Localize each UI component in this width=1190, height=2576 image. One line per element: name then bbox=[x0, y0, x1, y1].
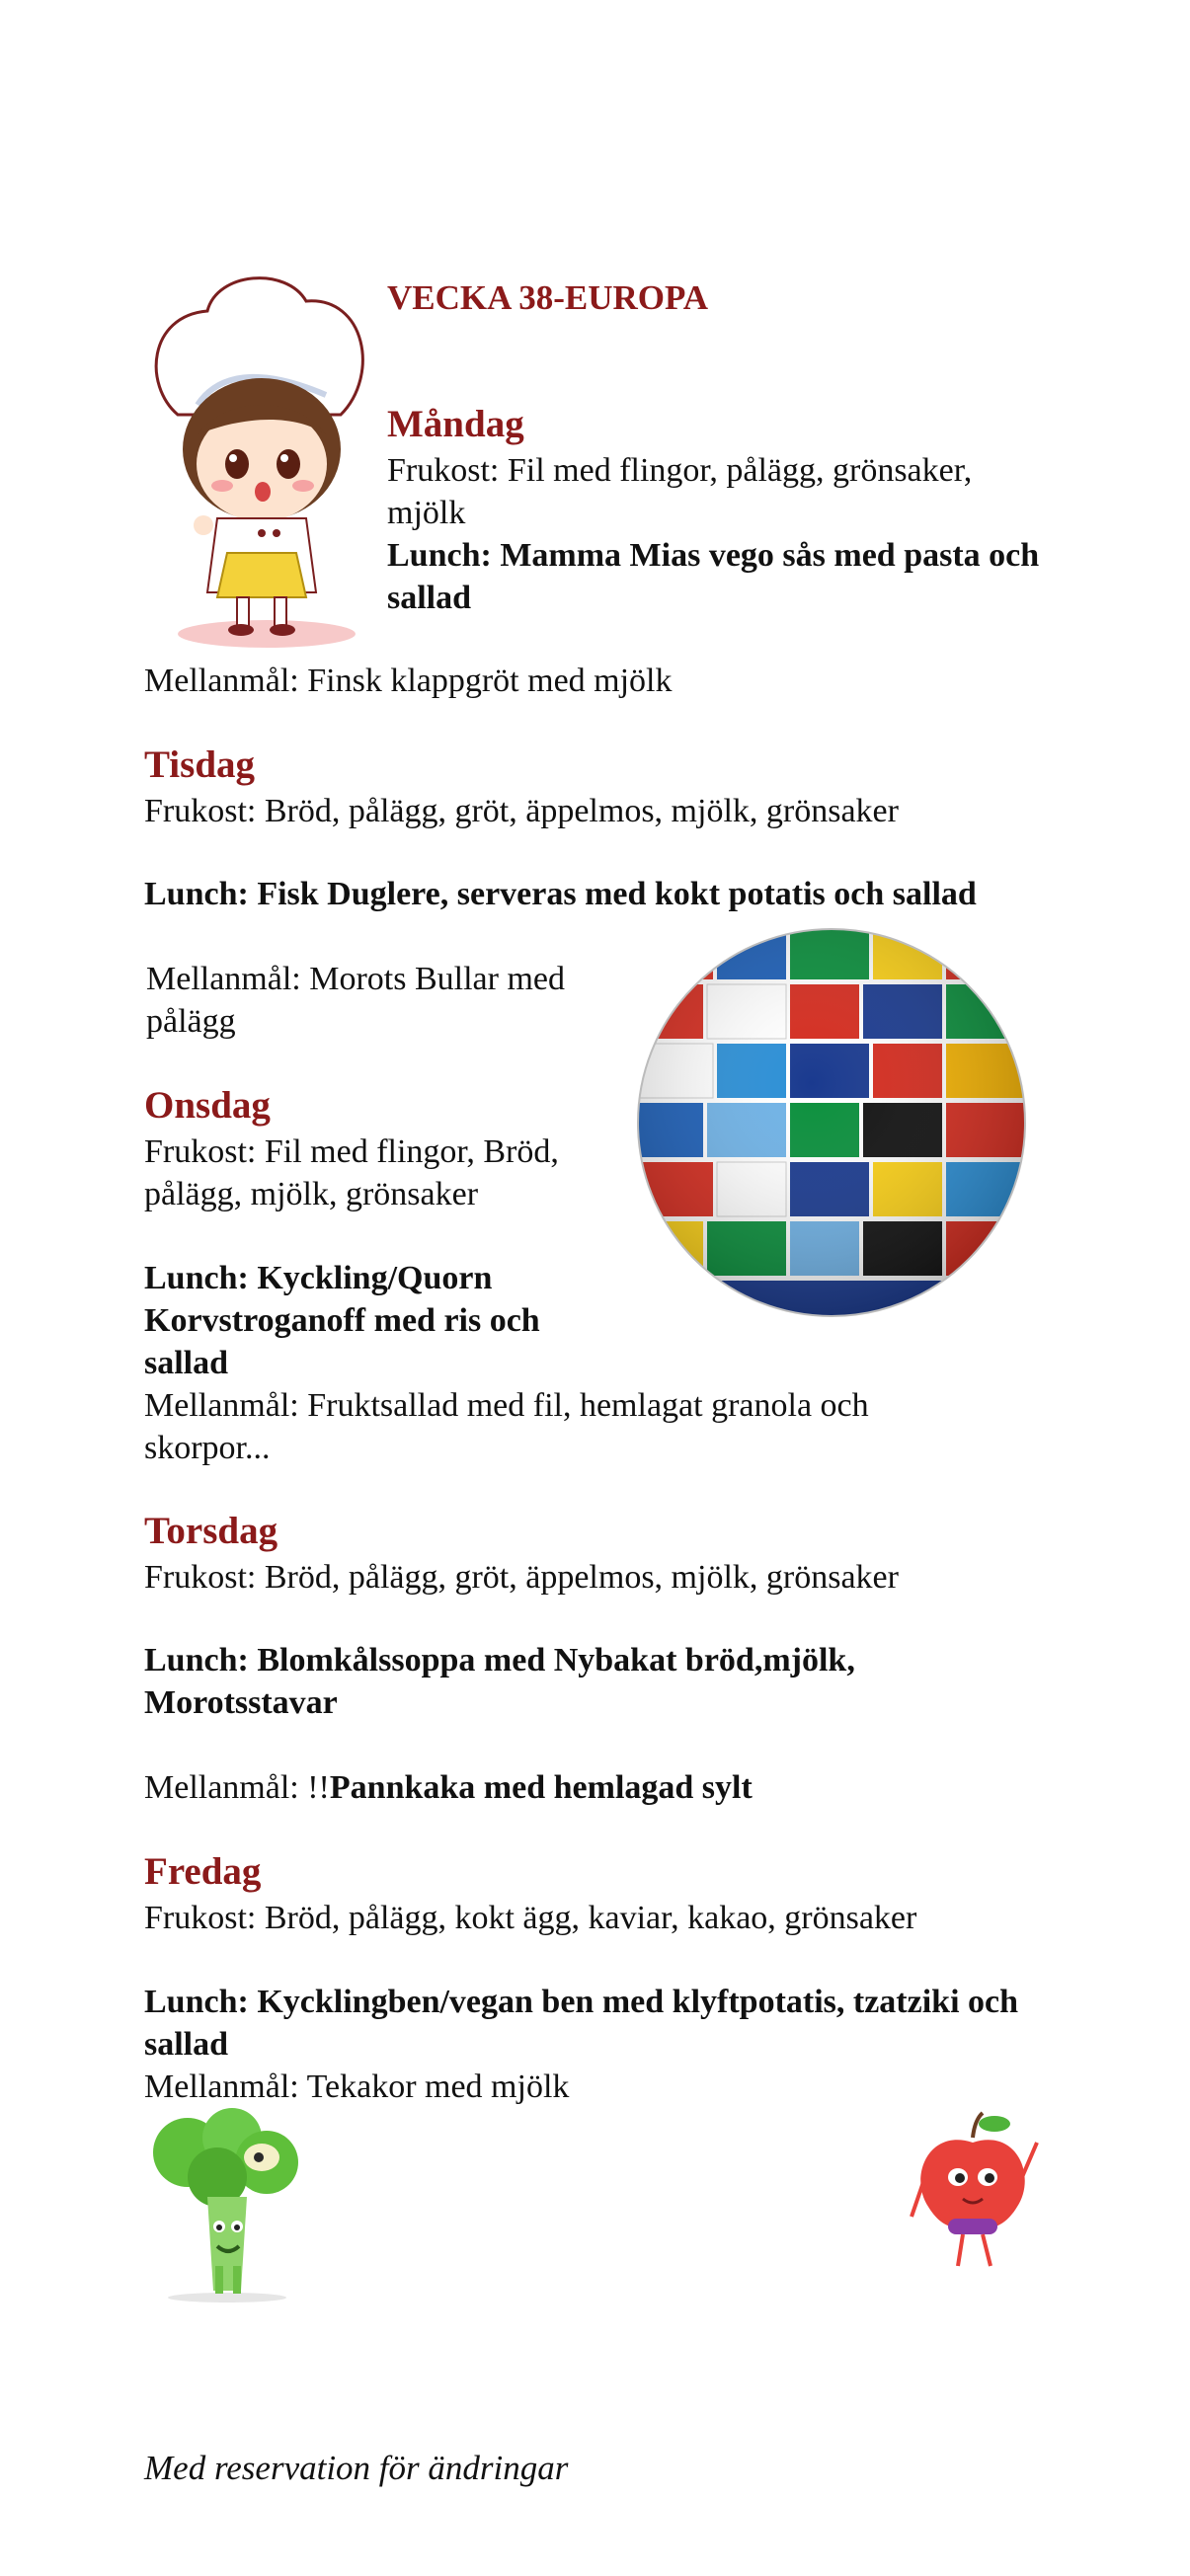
friday-frukost: Frukost: Bröd, pålägg, kokt ägg, kaviar, kakao, grönsaker bbox=[144, 1900, 917, 1936]
thursday-mellanmal-dish: Pannkaka med hemlagad sylt bbox=[329, 1769, 753, 1806]
tuesday-lunch: Lunch: Fisk Duglere, serveras med kokt potatis och sallad bbox=[144, 876, 977, 912]
day-tuesday-heading: Tisdag bbox=[144, 743, 256, 786]
week-title: VECKA 38-EUROPA bbox=[387, 278, 709, 317]
apple-character bbox=[904, 2108, 1052, 2276]
flag-globe-illustration bbox=[634, 925, 1029, 1320]
tuesday-frukost: Frukost: Bröd, pålägg, gröt, äppelmos, mjölk, grönsaker bbox=[144, 793, 899, 829]
broccoli-character bbox=[138, 2108, 316, 2305]
day-friday-heading: Fredag bbox=[144, 1850, 262, 1893]
day-thursday-heading: Torsdag bbox=[144, 1510, 278, 1552]
monday-frukost: Frukost: Fil med flingor, pålägg, grönsaker, mjölk bbox=[387, 452, 973, 531]
wednesday-lunch: Lunch: Kyckling/Quorn Korvstroganoff med ris och sallad bbox=[144, 1260, 540, 1381]
wednesday-mellanmal: Mellanmål: Fruktsallad med fil, hemlagat granola och skorpor... bbox=[144, 1387, 869, 1466]
monday-lunch: Lunch: Mamma Mias vego sås med pasta och sallad bbox=[387, 537, 1040, 616]
day-wednesday-heading: Onsdag bbox=[144, 1084, 271, 1127]
friday-mellanmal: Mellanmål: Tekakor med mjölk bbox=[144, 2069, 570, 2105]
thursday-lunch: Lunch: Blomkålssoppa med Nybakat bröd,mjölk, Morotsstavar bbox=[144, 1642, 855, 1721]
footer-disclaimer: Med reservation för ändringar bbox=[144, 2449, 569, 2487]
wednesday-frukost: Frukost: Fil med flingor, Bröd, pålägg, mjölk, grönsaker bbox=[144, 1133, 559, 1212]
chef-illustration bbox=[138, 267, 385, 652]
monday-mellanmal: Mellanmål: Finsk klappgröt med mjölk bbox=[144, 663, 673, 699]
tuesday-mellanmal: Mellanmål: Morots Bullar med pålägg bbox=[146, 961, 565, 1040]
thursday-mellanmal-prefix: Mellanmål: !! bbox=[144, 1769, 330, 1806]
day-monday-heading: Måndag bbox=[387, 403, 524, 445]
thursday-mellanmal bbox=[144, 1766, 1112, 1809]
thursday-frukost: Frukost: Bröd, pålägg, gröt, äppelmos, mjölk, grönsaker bbox=[144, 1559, 899, 1596]
friday-lunch: Lunch: Kycklingben/vegan ben med klyftpotatis, tzatziki och sallad bbox=[144, 1984, 1019, 2063]
